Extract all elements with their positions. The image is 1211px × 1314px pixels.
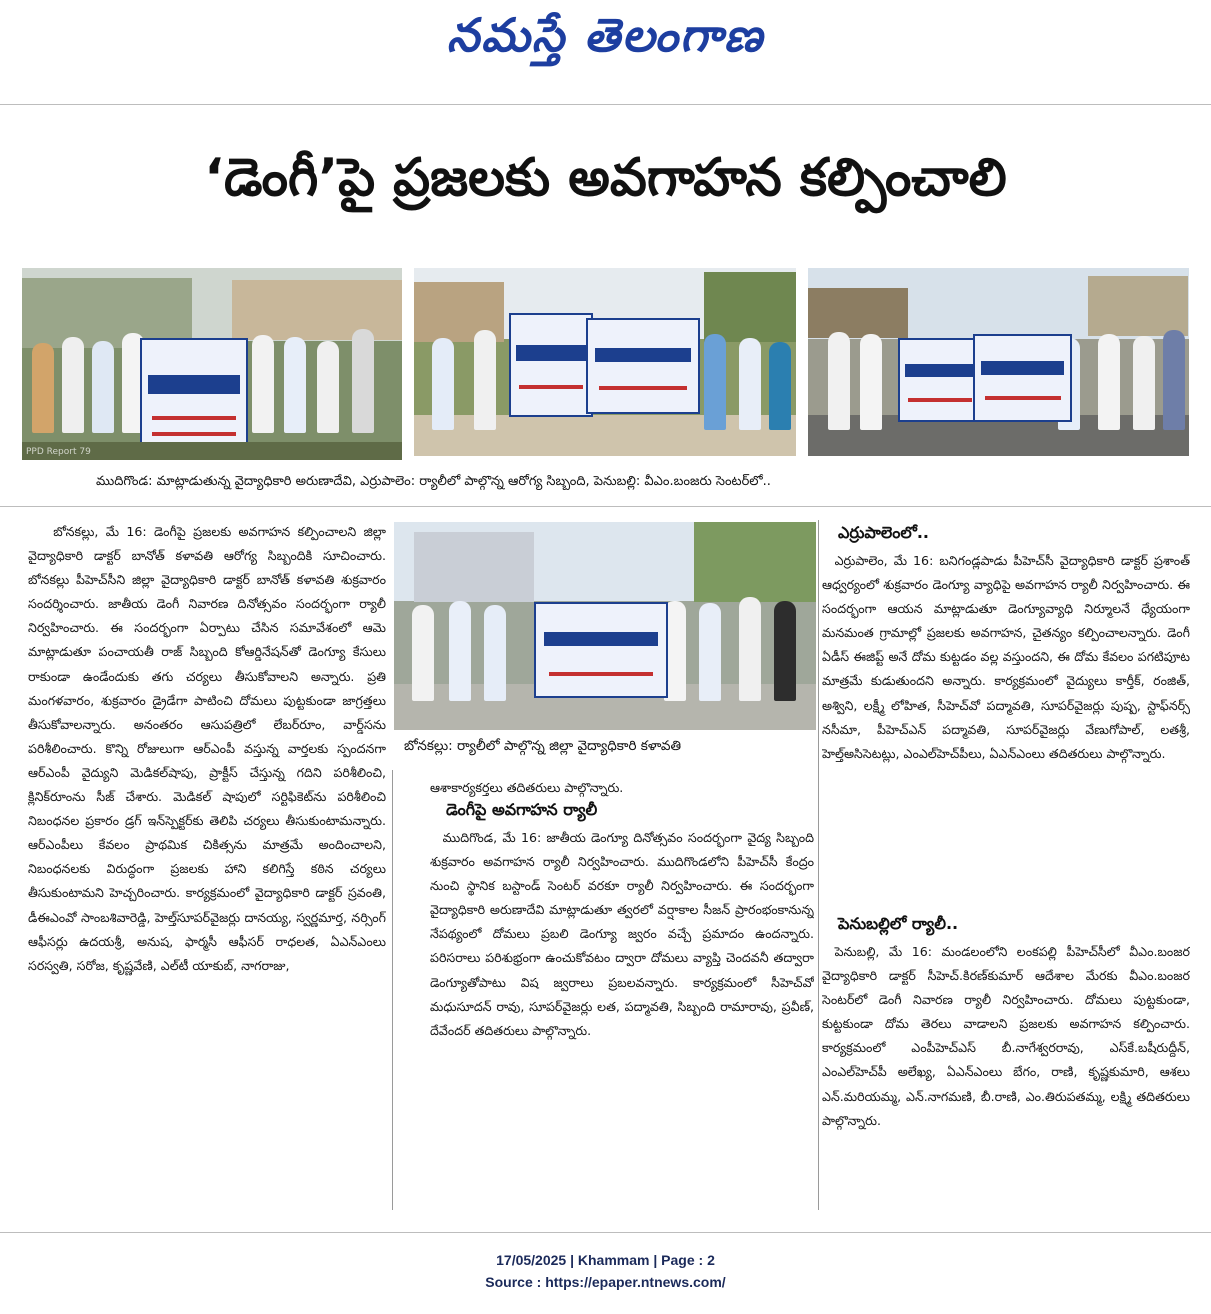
footer-source-line: Source : https://epaper.ntnews.com/: [485, 1274, 726, 1290]
article-column-3a: [822, 549, 1190, 911]
article-col3b-text: పెనుబల్లి, మే 16: మండలంలోని లంకపల్లి పీహెచ్‌సీలో వీఎం.బంజర వైద్యాధికారి డాక్టర్ సీహెచ్.కిరణ్‌కుమార్ ఆదేశాల మేరకు వీఎం.బంజర సెంటర్‌లో డెంగీ నివారణ ర్యాలీ నిర్వహించారు. దోమలు పుట్టకుండా, కుట్టకుండా దోమ తెరలు వాడాలని ప్రజలకు అవగాహన కల్పించారు. కార్యక్రమంలో ఎంపీహెచ్‌ఎస్ బీ.నాగేశ్వరరావు, ఎస్‌కే.బషీరుద్దీన్, ఎంఎల్‌హెచ్‌పీ అలేఖ్య, ఏఎన్‌ఎంలు బేగం, రాణి, కృష్ణకుమారి, ఆశలు ఎన్.మరియమ్మ, ఎన్.నాగమణి, బీ.రాణి, ఎం.తిరుపతమ్మ, లక్ష్మి తదితరులు పాల్గొన్నారు.: [822, 944, 1190, 1128]
caption-divider: [0, 506, 1211, 507]
column-rule-1: [392, 770, 393, 1210]
penuballi-banner-right: [973, 334, 1072, 422]
article-column-2: [430, 826, 814, 1222]
subhead-errupalem: ఎర్రుపాలెంలో..: [838, 523, 929, 542]
bonakallu-banner: [534, 602, 668, 698]
article-column-2-top: [430, 776, 814, 802]
masthead: [0, 0, 1211, 88]
column-rule-2: [818, 520, 819, 1210]
headline: ‘డెంగీ’పై ప్రజలకు అవగాహన కల్పించాలి: [204, 148, 1007, 208]
article-col2-top: ఆశాకార్యకర్తలు తదితరులు పాల్గొన్నారు.: [430, 780, 624, 795]
masthead-divider: [0, 104, 1211, 105]
photo-mudigonda: [22, 268, 402, 460]
rally-banner-left: [509, 313, 593, 417]
footer-divider: [0, 1232, 1211, 1233]
newspaper-logo: నమస్తే తెలంగాణ: [446, 8, 765, 62]
article-col2-text: ముదిగొండ, మే 16: జాతీయ డెంగ్యూ దినోత్సవం సందర్భంగా వైద్య సిబ్బంది శుక్రవారం అవగాహన ర్యాలీ నిర్వహించారు. ముదిగొండలోని పీహెచ్‌సీ కేంద్రం నుంచి స్థానిక బస్టాండ్ సెంటర్ వరకూ ర్యాలీ నిర్వహించారు. ఈ సందర్భంగా వైద్యాధికారి అరుణాదేవి మాట్లాడుతూ త్వరలో వర్షాకాల సీజన్ ప్రారంభంకానున్న నేపథ్యంలో దోమలు ప్రబలి డెంగ్యూ జ్వరం వచ్చే ప్రమాదం ఉందన్నారు. పరిసరాలు పరిశుభ్రంగా ఉంచుకోవటం ద్వారా దోమలు వ్యాప్తి చెందవనీ తద్వారా డెంగ్యూతోపాటు విష జ్వరాలు ప్రబలవన్నారు. కార్యక్రమంలో సీహెచ్‌వో మధుసూదన్ రావు, సూపర్‌వైజర్లు లత, పద్మావతి, సిబ్బంది రామారావు, ప్రవీణ్, దేవేందర్ తదితరులు పాల్గొన్నారు.: [430, 830, 814, 1038]
article-column-1: [28, 520, 386, 1224]
footer-date-line: 17/05/2025 | Khammam | Page : 2: [496, 1252, 715, 1268]
photo-caption-top: ముదిగొండ: మాట్లాడుతున్న వైద్యాధికారి అరుణాదేవి, ఎర్రుపాలెం: ర్యాలీలో పాల్గొన్న ఆరోగ్య సిబ్బంది, పెనుబల్లి: వీఎం.బంజరు సెంటర్‌లో..: [96, 474, 771, 489]
penuballi-banner-left: [898, 338, 982, 422]
subhead-dengue-rally: డెంగీపై అవగాహన ర్యాలీ: [446, 800, 598, 819]
article-column-3b: [822, 940, 1190, 1222]
photo-credit: PPD Report 79: [26, 447, 91, 457]
subhead-penuballi: పెనుబల్లిలో ర్యాలీ..: [838, 914, 959, 933]
photo-penuballi: [808, 268, 1189, 456]
article-col3a-text: ఎర్రుపాలెం, మే 16: బనిగండ్లపాడు పీహెచ్‌సీ వైద్యాధికారి డాక్టర్ ప్రశాంత్ ఆధ్వర్యంలో శుక్రవారం డెంగ్యూ వ్యాధిపై అవగాహన ర్యాలీ నిర్వహించారు. ఈ సందర్భంగా ఆయన మాట్లాడుతూ డెంగ్యూవ్యాధి నిర్మూలనే ధ్యేయంగా మనమంత గ్రామాల్లో ప్రజలకు అవగాహన, చైతన్యం కల్పించాలన్నారు. డెంగీ ఏడీస్ ఈజిప్ట్ అనే దోమ కుట్టడం వల్ల వస్తుందని, ఈ దోమ కేవలం పగటిపూట మాత్రమే కుడుతుందని అన్నారు. కార్యక్రమంలో వైద్యులు కార్తీక్, రంజిత్, అశ్విని, లక్ష్మీ లోహిత, సీహెచ్‌వో పద్మావతి, సూపర్‌వైజర్లు పుష్ప, స్టాఫ్‌నర్స్ నసీమా, పీహెచ్‌ఎన్ పద్మావతి, సూపర్‌వైజర్లు వేణుగోపాల్, లతశ్రీ, హెల్త్‌అసిసెటట్లు, ఎంఎల్‌హెచ్‌పీలు, ఏఎన్‌ఎంలు తదితరులు పాల్గొన్నారు.: [822, 553, 1190, 761]
photo-errupalem: [414, 268, 796, 456]
article-col1-text: బోనకల్లు, మే 16: డెంగీపై ప్రజలకు అవగాహన కల్పించాలని జిల్లా వైద్యాధికారి డాక్టర్ బానోత్ కళావతి ఆరోగ్య సిబ్బందికి సూచించారు. బోనకల్లు పీహెచ్‌సీని జిల్లా వైద్యాధికారి డాక్టర్ బానోత్ కళావతి శుక్రవారం సందర్శించారు. జాతీయ డెంగీ నివారణ దినోత్సవం సందర్భంగా ర్యాలీ నిర్వహించారు. ఈ సందర్భంగా ఏర్పాటు చేసిన సమావేశంలో ఆమె మాట్లాడుతూ పంచాయతీ రాజ్ సిబ్బంది కోఆర్డినేషన్‌తో డెంగ్యూ కేసులు రాకుండా ఉండేందుకు తగు చర్యలు తీసుకోవాలని అన్నారు. ప్రతి మంగళవారం, శుక్రవారం డ్రైడేగా పాటించి దోమలు పుట్టకుండా జాగ్రత్తలు తీసుకోవాలన్నారు. అనంతరం ఆసుపత్రిలో లేబర్‌రూం, వార్డ్‌సను పరిశీలించారు. కొన్ని రోజులుగా ఆర్‌ఎంపీ వస్తున్న వార్తలకు స్పందనగా ఆర్‌ఎంపీ వైద్యుని మెడికల్‌షాపు, ప్రాక్టీస్ చేస్తున్న గదిని పరిశీలించి, క్లినిక్‌రూంను సీజ్ చేశారు. మెడికల్ షాపులో సర్టిఫికెట్‌ను పరిశీలించి నిబంధనల ప్రకారం డ్రగ్ ఇన్‌స్పెక్టర్‌కు తెలిపి చర్యలు తీసుకుంటామన్నారు. ఆర్‌ఎంపీలు కేవలం ప్రాథమిక చికిత్సను మాత్రమే అందించాలని, నిబంధనలకు విరుద్ధంగా ప్రజలకు హాని కలిగిస్తే కఠిన చర్యలు తీసుకుంటామని హెచ్చరించారు. కార్యక్రమంలో వైద్యాధికారి డాక్టర్ స్రవంతి, డీఈఎంవో సాంబశివారెడ్డి, హెల్త్‌సూపర్‌వైజర్లు దానయ్య, స్వర్ణమార్త, నర్సింగ్ ఆఫీసర్లు ఉదయశ్రీ, అనుష, ఫార్మసీ ఆఫీసర్ రాధలత, ఏఎన్‌ఎంలు సరస్వతి, సరోజ, కృష్ణవేణి, ఎల్‌టీ యాకుబ్, నాగరాజు,: [28, 524, 386, 973]
photo-bonakallu: [394, 522, 816, 730]
rally-banner-right: [586, 318, 700, 414]
photo-caption-mid: బోనకల్లు: ర్యాలీలో పాల్గొన్న జిల్లా వైద్యాధికారి కళావతి: [404, 738, 682, 754]
